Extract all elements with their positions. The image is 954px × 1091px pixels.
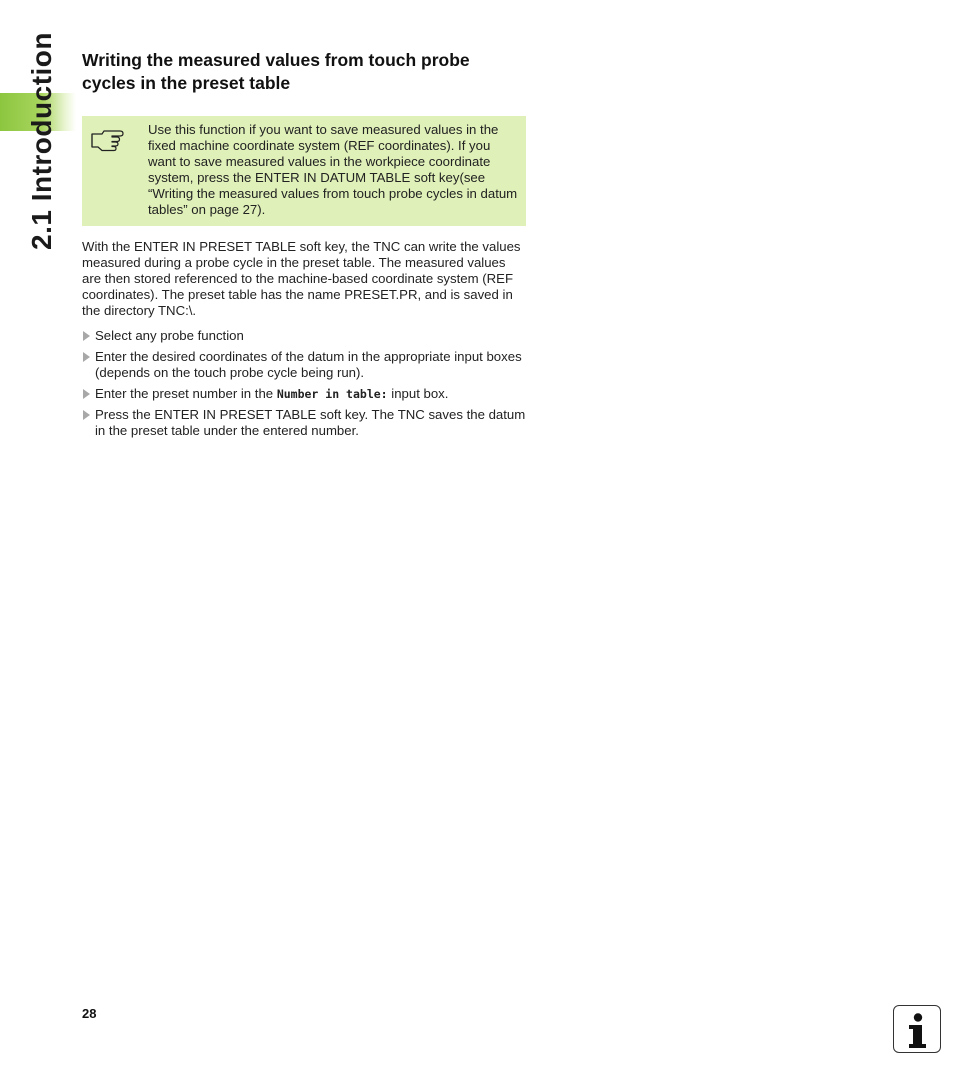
body-paragraph: With the ENTER IN PRESET TABLE soft key, the TNC can write the values measured during a probe cycle in the preset table. The measured values are then stored referenced to the machine-based coordinate system (REF coordinates). The preset table has the name PRESET.PR, and is saved in the directory TNC:\.: [82, 239, 521, 318]
step-text: Enter the desired coordinates of the datum in the appropriate input boxes (depends on the touch probe cycle being run).: [95, 349, 522, 380]
input-box-name: Number in table:: [276, 387, 388, 401]
info-icon: [893, 1005, 941, 1053]
step-list: [82, 328, 528, 444]
section-heading: Writing the measured values from touch probe cycles in the preset table: [82, 50, 470, 93]
pointing-hand-icon: [90, 126, 126, 152]
note-box: [82, 116, 526, 226]
triangle-bullet-icon: [83, 352, 90, 362]
page-number: 28: [82, 1006, 97, 1021]
step-text-before: Enter the preset number in the: [95, 386, 277, 401]
list-item: [82, 386, 528, 402]
list-item: [82, 328, 528, 344]
triangle-bullet-icon: [83, 389, 90, 399]
triangle-bullet-icon: [83, 331, 90, 341]
list-item: [82, 407, 528, 439]
note-text: Use this function if you want to save measured values in the fixed machine coordinate system (REF coordinates). If you want to save measured values in the workpiece coordinate system, press the ENTER IN DATUM TABLE soft key(see “Writing the measured values from touch probe cycles in datum tables” on page 27).: [148, 122, 518, 217]
list-item: [82, 349, 528, 381]
step-text: Press the ENTER IN PRESET TABLE soft key. The TNC saves the datum in the preset table under the entered number.: [95, 407, 526, 438]
step-text: Select any probe function: [95, 328, 244, 343]
step-text-after: input box.: [387, 386, 449, 401]
triangle-bullet-icon: [83, 410, 90, 420]
chapter-title: 2.1 Introduction: [26, 32, 57, 250]
